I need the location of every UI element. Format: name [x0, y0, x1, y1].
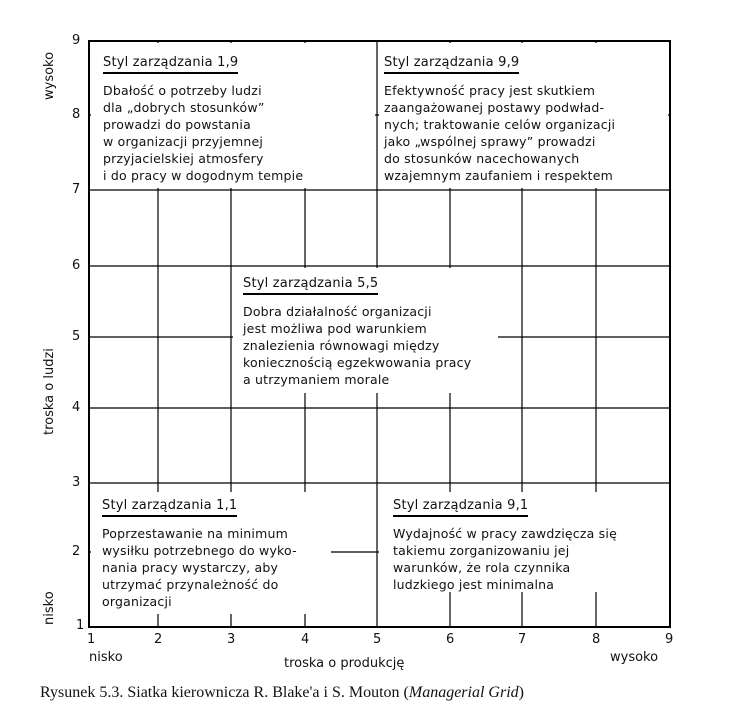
caption-italic: Managerial Grid [408, 684, 519, 701]
x-tick-1: 1 [87, 632, 96, 647]
style-title-5-5: Styl zarządzania 5,5 [243, 275, 378, 295]
y-tick-7: 7 [72, 182, 81, 197]
style-text-line: takiemu zorganizowaniu jej [393, 543, 570, 558]
y-tick-8: 8 [72, 107, 81, 122]
style-text-line: i do pracy w dogodnym tempie [103, 168, 304, 183]
y-tick-9: 9 [72, 33, 81, 48]
style-text-line: prowadzi do powstania [103, 117, 251, 132]
style-text-line: przyjacielskiej atmosfery [103, 151, 264, 166]
y-tick-4: 4 [72, 400, 81, 415]
y-tick-5: 5 [72, 329, 81, 344]
style-text-line: dla „dobrych stosunków” [103, 100, 265, 115]
x-tick-4: 4 [301, 632, 310, 647]
style-text-line: do stosunków nacechowanych [384, 151, 580, 166]
style-text-line: Dobra działalność organizacji [243, 304, 432, 319]
style-text-line: utrzymać przynależność do [102, 577, 279, 592]
style-box-9-9 [379, 43, 668, 188]
style-title-9-1: Styl zarządzania 9,1 [393, 497, 528, 517]
style-text-line: organizacji [102, 594, 172, 609]
x-axis-title: troska o produkcję [284, 656, 405, 671]
style-text-line: nania pracy wystarczy, aby [102, 560, 279, 575]
style-text-line: warunków, że rola czynnika [393, 560, 571, 575]
x-axis-high-label: wysoko [610, 650, 659, 665]
style-box-5-5 [233, 268, 498, 393]
x-tick-5: 5 [373, 632, 382, 647]
style-text-line: w organizacji przyjemnej [103, 134, 264, 149]
style-text-line: wysiłku potrzebnego do wyko- [102, 543, 297, 558]
y-tick-6: 6 [72, 258, 81, 273]
style-text-line: ludzkiego jest minimalna [393, 577, 555, 592]
caption-text: Rysunek 5.3. Siatka kierownicza R. Blake'a i S. Mouton ( [40, 684, 409, 701]
y-axis-low-label: nisko [42, 591, 57, 625]
style-title-1-9: Styl zarządzania 1,9 [103, 54, 238, 74]
x-tick-9: 9 [665, 632, 674, 647]
x-tick-7: 7 [518, 632, 527, 647]
style-text-line: Poprzestawanie na minimum [102, 526, 288, 541]
caption-suffix: ) [518, 684, 524, 701]
y-tick-1: 1 [76, 618, 85, 633]
x-tick-8: 8 [592, 632, 601, 647]
style-box-1-9 [91, 43, 375, 188]
style-text-line: Wydajność w pracy zawdzięcza się [393, 526, 617, 541]
y-tick-3: 3 [72, 475, 81, 490]
y-axis-title: troska o ludzi [42, 348, 57, 435]
style-text-line: jest możliwa pod warunkiem [243, 321, 427, 336]
x-tick-2: 2 [154, 632, 163, 647]
figure-caption [40, 684, 720, 702]
x-axis-low-label: nisko [89, 650, 123, 665]
style-title-9-9: Styl zarządzania 9,9 [384, 54, 519, 74]
style-text-line: znalezienia równowagi między [243, 338, 440, 353]
style-text-line: Dbałość o potrzeby ludzi [103, 83, 262, 98]
style-text-line: jako „wspólnej sprawy” prowadzi [384, 134, 596, 149]
x-tick-3: 3 [227, 632, 236, 647]
style-box-1-1 [91, 492, 331, 614]
style-text-line: Efektywność pracy jest skutkiem [384, 83, 596, 98]
style-text-line: nych; traktowanie celów organizacji [384, 117, 616, 132]
style-box-9-1 [379, 492, 669, 592]
style-text-line: koniecznością egzekwowania pracy [243, 355, 472, 370]
style-text-line: zaangażowanej postawy podwład- [384, 100, 605, 115]
style-text-line: wzajemnym zaufaniem i respektem [384, 168, 614, 183]
x-tick-6: 6 [446, 632, 455, 647]
style-title-1-1: Styl zarządzania 1,1 [102, 497, 237, 517]
y-tick-2: 2 [72, 544, 81, 559]
style-text-line: a utrzymaniem morale [243, 372, 390, 387]
y-axis-high-label: wysoko [42, 51, 57, 100]
